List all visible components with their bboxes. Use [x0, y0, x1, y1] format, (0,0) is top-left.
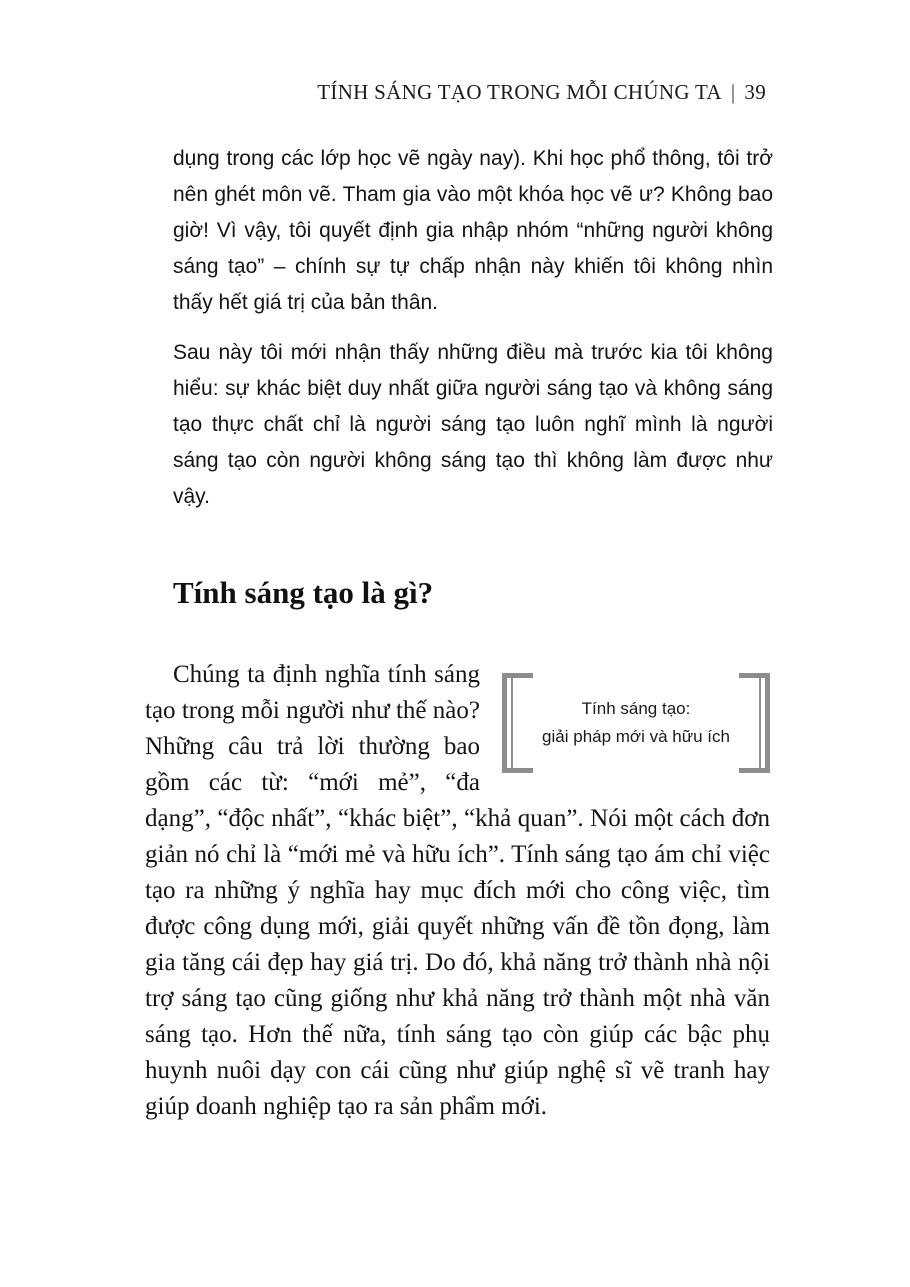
- section-heading: Tính sáng tạo là gì?: [173, 575, 434, 610]
- running-header: [317, 80, 766, 105]
- page-number: 39: [744, 80, 766, 104]
- intro-paragraph-2: Sau này tôi mới nhận thấy những điều mà trước kia tôi không hiểu: sự khác biệt duy nhất giữa người sáng tạo và không sáng tạo thực chất chỉ là người sáng tạo luôn nghĩ mình là người sáng tạo còn người không sáng tạo thì không làm được như vậy.: [173, 341, 773, 508]
- running-title: TÍNH SÁNG TẠO TRONG MỖI CHÚNG TA: [317, 80, 722, 104]
- section-body: [145, 657, 770, 1125]
- callout-line-1: Tính sáng tạo:: [581, 699, 691, 718]
- header-separator: |: [730, 80, 736, 104]
- intro-paragraph-1: dụng trong các lớp học vẽ ngày nay). Khi học phổ thông, tôi trở nên ghét môn vẽ. Tham gia vào một khóa học vẽ ư? Không bao giờ! Vì vậy, tôi quyết định gia nhập nhóm “những người không sáng tạo” – chính sự tự chấp nhận này khiến tôi không nhìn thấy hết giá trị của bản thân.: [173, 147, 773, 314]
- pull-quote-callout: [502, 673, 770, 773]
- callout-text: [526, 695, 746, 751]
- section-body-paragraph: Chúng ta định nghĩa tính sáng tạo trong mỗi người như thế nào? Những câu trả lời thường bao gồm các từ: “mới mẻ”, “đa dạng”, “độc nhất”, “khác biệt”, “khả quan”. Nói một cách đơn giản nó chỉ là “mới mẻ và hữu ích”. Tính sáng tạo ám chỉ việc tạo ra những ý nghĩa hay mục đích mới cho công việc, tìm được công dụng mới, giải quyết những vấn đề tồn đọng, làm gia tăng cái đẹp hay giá trị. Do đó, khả năng trở thành nhà nội trợ sáng tạo cũng giống như khả năng trở thành một nhà văn sáng tạo. Hơn thế nữa, tính sáng tạo còn giúp các bậc phụ huynh nuôi dạy con cái cũng như giúp nghệ sĩ vẽ tranh hay giúp doanh nghiệp tạo ra sản phẩm mới.: [145, 661, 770, 1120]
- callout-line-2: giải pháp mới và hữu ích: [542, 727, 730, 746]
